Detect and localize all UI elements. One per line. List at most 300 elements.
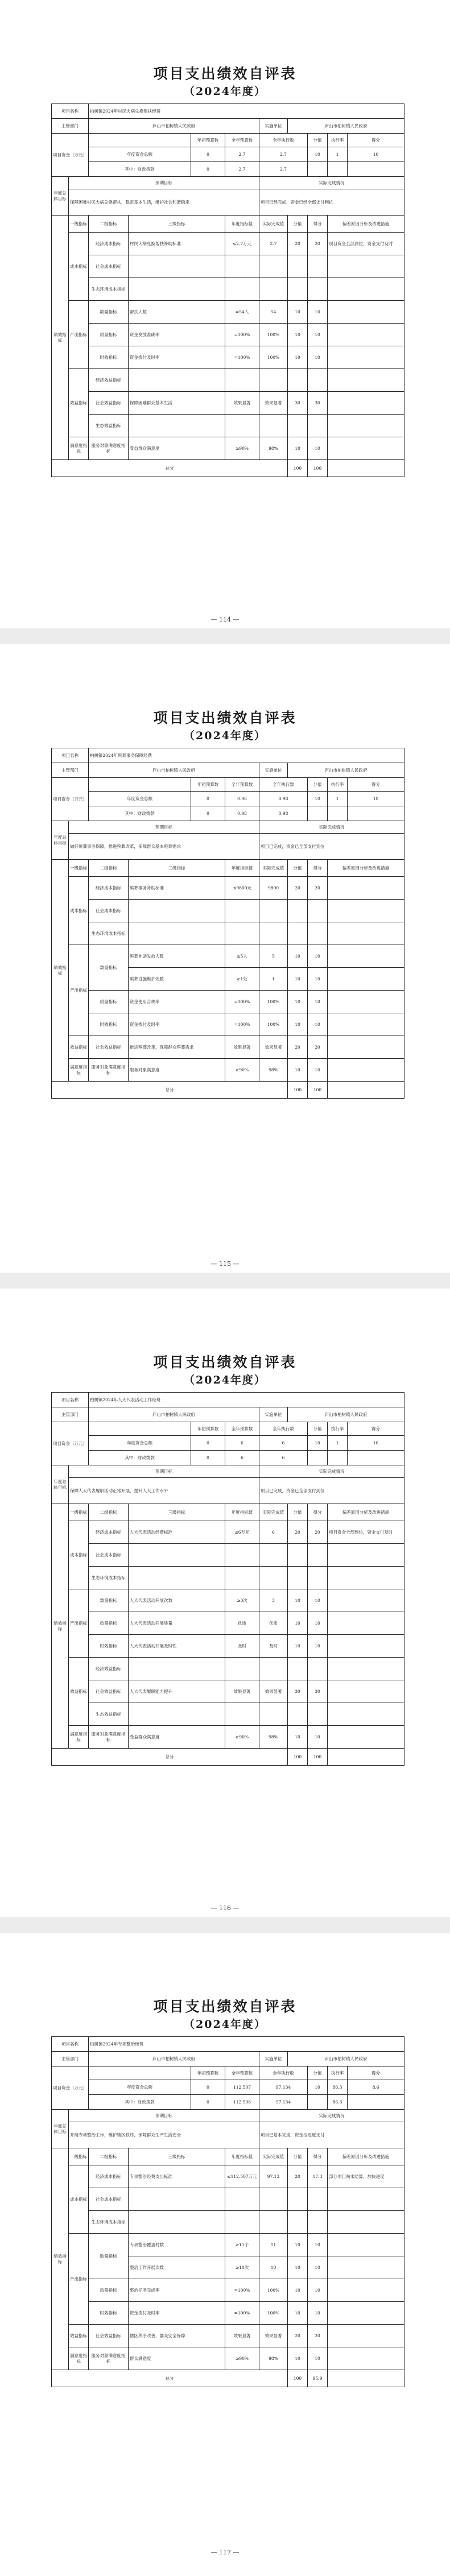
- table-cell: [328, 162, 348, 177]
- indicator-target: [225, 255, 259, 278]
- indicator-l3: 专项整治经费支出标准: [129, 2165, 225, 2188]
- indicator-l2: 时效指标: [89, 346, 129, 369]
- table-row: [52, 255, 404, 278]
- deviation-analysis: [328, 415, 404, 437]
- indicator-target: ≤112.507万元: [225, 2165, 259, 2188]
- indicator-l3: 整治工作开展次数: [129, 2256, 225, 2279]
- label-dept: 主管部门: [52, 1407, 89, 1422]
- total-label: 总分: [52, 1082, 288, 1099]
- indicator-l2: 时效指标: [89, 1635, 129, 1658]
- table-cell: 实际完成情况: [259, 177, 404, 189]
- table-cell: 偏差原因分析及改进措施: [328, 860, 404, 877]
- label-project-name: 项目名称: [52, 2037, 89, 2052]
- indicator-weight: 20: [288, 877, 308, 900]
- table-row: [52, 177, 404, 189]
- indicator-target: 效果显著: [225, 1680, 259, 1703]
- indicator-l1: 产出指标: [69, 1589, 89, 1658]
- table-cell: 全年执行数: [259, 778, 308, 792]
- table-row: [52, 147, 404, 162]
- indicator-score: 20: [308, 233, 328, 255]
- indicator-score: 10: [308, 2279, 328, 2302]
- page-number: — 117 —: [210, 2549, 240, 2556]
- table-row: [52, 2188, 404, 2211]
- indicator-score: [308, 2211, 328, 2234]
- dept-value: 庐山市柏树镇人民政府: [89, 2052, 259, 2066]
- indicator-actual: 11: [259, 2234, 288, 2256]
- goal-actual: 项目已基本完成，资金按进度支付: [259, 2122, 404, 2148]
- indicator-l2: 经济成本指标: [89, 877, 129, 900]
- funds-row-label: 其中：财政拨款: [89, 806, 191, 821]
- indicator-l2: 经济效益指标: [89, 1658, 129, 1680]
- goal-expected: 保障困难村民大病兑换帮扶，稳定基本生活，维护社会和谐稳定: [69, 189, 259, 216]
- table-row: [52, 437, 404, 460]
- table-row: [52, 922, 404, 945]
- table-row: [52, 1451, 404, 1465]
- table-cell: 预期目标: [69, 821, 259, 834]
- indicator-l2: 社会效益指标: [89, 2325, 129, 2347]
- indicator-l3: 帮扶人数: [129, 301, 225, 324]
- indicator-l2: 服务对象满意度指标: [89, 1059, 129, 1082]
- table-cell: 得分: [348, 134, 404, 147]
- indicator-l3: [129, 1658, 225, 1680]
- deviation-analysis: [328, 922, 404, 945]
- indicator-weight: 10: [288, 945, 308, 968]
- table-row: [52, 1703, 404, 1726]
- indicator-target: ≥11个: [225, 2234, 259, 2256]
- indicator-l3: 群众满意度: [129, 2347, 225, 2370]
- indicator-actual: 100%: [259, 324, 288, 346]
- indicator-score: 10: [308, 301, 328, 324]
- indicator-actual: 效果显著: [259, 1036, 288, 1059]
- table-row: [52, 324, 404, 346]
- table-cell: 得分: [308, 2148, 328, 2165]
- indicator-score: 20: [308, 2325, 328, 2347]
- indicator-l2: 经济成本指标: [89, 2165, 129, 2188]
- report-page: [0, 0, 450, 628]
- indicator-target: ≤6万元: [225, 1521, 259, 1544]
- table-cell: 全年执行数: [259, 1422, 308, 1436]
- indicator-score: [308, 922, 328, 945]
- goal-expected: 做好殡葬事务保障，推进殡葬改革，保障群众基本殡葬需求: [69, 834, 259, 860]
- table-cell: 一级指标: [69, 216, 89, 233]
- indicator-l1: 满意度指标: [69, 437, 89, 460]
- indicator-target: 效果显著: [225, 392, 259, 415]
- indicator-l2: 质量指标: [89, 324, 129, 346]
- table-cell: 1: [328, 1436, 348, 1451]
- indicator-weight: 10: [288, 1635, 308, 1658]
- indicator-l1: 满意度指标: [69, 1059, 89, 1082]
- table-row: [52, 369, 404, 392]
- evaluation-table: [51, 1392, 404, 1766]
- table-row: [52, 1422, 404, 1436]
- table-cell: 执行率: [328, 134, 348, 147]
- indicator-weight: 10: [288, 1059, 308, 1082]
- goal-actual: 项目已经完成，资金已经全部支付到位: [259, 189, 404, 216]
- indicator-l3: 人大代表活动开展次数: [129, 1589, 225, 1612]
- indicator-score: [308, 2188, 328, 2211]
- table-cell: 6: [259, 1436, 308, 1451]
- indicator-target: 及时: [225, 1635, 259, 1658]
- indicator-l2: 服务对象满意度指标: [89, 437, 129, 460]
- impl-value: 庐山市柏树镇人民政府: [288, 763, 404, 778]
- deviation-analysis: 项目资金全部到位，资金支付及时: [328, 233, 404, 255]
- indicator-target: [225, 415, 259, 437]
- indicator-actual: 100%: [259, 2302, 288, 2325]
- table-cell: 全年预算数: [225, 1422, 259, 1436]
- indicator-actual: 效果显著: [259, 1680, 288, 1703]
- table-row: [52, 778, 404, 792]
- deviation-analysis: 部分项目尚未结算，加快进度: [328, 2165, 404, 2188]
- indicator-actual: 6: [259, 1521, 288, 1544]
- table-row: [52, 2279, 404, 2302]
- table-cell: 6: [259, 1451, 308, 1465]
- project-name-value: 柏树镇2024年专项整治经费: [89, 2037, 404, 2052]
- impl-value: 庐山市柏树镇人民政府: [288, 119, 404, 134]
- indicator-score: [308, 369, 328, 392]
- table-cell: 2.7: [259, 147, 308, 162]
- indicator-score: 10: [308, 991, 328, 1013]
- label-dept: 主管部门: [52, 2052, 89, 2066]
- table-cell: [348, 806, 404, 821]
- total-weight: 100: [288, 2370, 308, 2387]
- dept-value: 庐山市柏树镇人民政府: [89, 1407, 259, 1422]
- table-cell: 112.507: [225, 2080, 259, 2095]
- table-cell: 得分: [348, 1422, 404, 1436]
- table-row: [52, 1013, 404, 1036]
- indicator-score: 10: [308, 1059, 328, 1082]
- indicator-score: 10: [308, 437, 328, 460]
- page-title: 项目支出绩效自评表: [153, 1998, 297, 2015]
- indicator-score: 20: [308, 1036, 328, 1059]
- table-cell: 8.6: [348, 2080, 404, 2095]
- table-cell: [308, 1451, 328, 1465]
- table-row: [52, 1680, 404, 1703]
- indicator-target: [225, 1658, 259, 1680]
- label-impl: 实施单位: [259, 1407, 288, 1422]
- label-project-name: 项目名称: [52, 748, 89, 763]
- table-cell: 一级指标: [69, 1504, 89, 1521]
- indicator-weight: 20: [288, 1036, 308, 1059]
- indicator-l2: 社会成本指标: [89, 1544, 129, 1567]
- indicator-weight: 20: [288, 2165, 308, 2188]
- indicator-l2: 社会效益指标: [89, 1680, 129, 1703]
- table-row: [52, 2165, 404, 2188]
- indicator-l3: 资金拨付及时率: [129, 2302, 225, 2325]
- deviation-analysis: [328, 1567, 404, 1589]
- indicator-target: ≤9800元: [225, 877, 259, 900]
- table-cell: 10: [348, 792, 404, 806]
- indicator-l2: 社会效益指标: [89, 392, 129, 415]
- indicator-weight: 10: [288, 2302, 308, 2325]
- table-cell: 实际完成值: [259, 1504, 288, 1521]
- indicator-l2: 经济效益指标: [89, 369, 129, 392]
- indicator-weight: 10: [288, 2347, 308, 2370]
- table-row: [52, 1059, 404, 1082]
- table-row: [52, 2080, 404, 2095]
- table-cell: 执行率: [328, 1422, 348, 1436]
- table-cell: 年度指标值: [225, 2148, 259, 2165]
- table-row: [52, 460, 404, 477]
- indicator-target: [225, 922, 259, 945]
- indicator-weight: [288, 369, 308, 392]
- indicator-actual: 100%: [259, 991, 288, 1013]
- indicator-target: [225, 1567, 259, 1589]
- indicator-weight: 30: [288, 392, 308, 415]
- indicator-target: =100%: [225, 991, 259, 1013]
- indicator-actual: [259, 922, 288, 945]
- evaluation-table: [51, 2036, 404, 2387]
- deviation-analysis: [328, 1612, 404, 1635]
- table-cell: 分值: [288, 860, 308, 877]
- indicator-l1: 满意度指标: [69, 2347, 89, 2370]
- report-year: （2024年度）: [184, 85, 266, 98]
- table-cell: 全年预算数: [225, 134, 259, 147]
- indicator-actual: [259, 278, 288, 301]
- indicator-weight: 10: [288, 1013, 308, 1036]
- table-cell: 0: [191, 1451, 225, 1465]
- indicator-target: 效果显著: [225, 1036, 259, 1059]
- indicator-score: 17.3: [308, 2165, 328, 2188]
- indicator-l3: [129, 278, 225, 301]
- goal-actual: 项目已完成，资金已全部支付到位: [259, 1478, 404, 1504]
- total-score: 100: [308, 1082, 328, 1099]
- table-cell: 一级指标: [69, 2148, 89, 2165]
- deviation-analysis: [328, 324, 404, 346]
- table-cell: 实际完成情况: [259, 1465, 404, 1478]
- indicator-l3: [129, 369, 225, 392]
- indicator-l2: 质量指标: [89, 1612, 129, 1635]
- indicator-l1: 效益指标: [69, 369, 89, 437]
- indicator-actual: 98%: [259, 1726, 288, 1749]
- table-cell: 分值: [308, 1422, 328, 1436]
- table-cell: 年初预算数: [191, 778, 225, 792]
- deviation-analysis: [328, 1036, 404, 1059]
- table-cell: 1: [328, 147, 348, 162]
- table-cell: 得分: [308, 216, 328, 233]
- table-row: [52, 1521, 404, 1544]
- table-cell: 97.134: [259, 2080, 308, 2095]
- table-cell: [328, 460, 404, 477]
- deviation-analysis: [328, 900, 404, 922]
- indicator-target: [225, 278, 259, 301]
- table-row: [52, 104, 404, 119]
- table-row: [52, 301, 404, 324]
- indicator-weight: [288, 2188, 308, 2211]
- label-goals: 年度总体目标: [52, 1465, 69, 1504]
- deviation-analysis: [328, 369, 404, 392]
- table-row: [52, 189, 404, 216]
- indicator-weight: 10: [288, 2234, 308, 2256]
- table-row: [52, 877, 404, 900]
- indicator-score: 10: [308, 2234, 328, 2256]
- table-cell: 分值: [308, 134, 328, 147]
- label-dept: 主管部门: [52, 119, 89, 134]
- total-score: 100: [308, 460, 328, 477]
- table-row: [52, 415, 404, 437]
- deviation-analysis: [328, 2302, 404, 2325]
- indicator-target: [225, 1544, 259, 1567]
- label-impl: 实施单位: [259, 763, 288, 778]
- table-cell: 86.3: [328, 2095, 348, 2110]
- indicator-l1: 成本指标: [69, 877, 89, 945]
- indicator-score: [308, 1658, 328, 1680]
- table-row: [52, 1544, 404, 1567]
- table-cell: [308, 162, 328, 177]
- indicator-l3: [129, 2188, 225, 2211]
- table-row: [52, 945, 404, 968]
- indicator-weight: 20: [288, 1521, 308, 1544]
- deviation-analysis: [328, 2279, 404, 2302]
- indicator-actual: 及时: [259, 1635, 288, 1658]
- indicator-l2: 生态环境成本指标: [89, 1567, 129, 1589]
- indicator-score: 30: [308, 1680, 328, 1703]
- indicator-weight: 10: [288, 1726, 308, 1749]
- indicator-l2: 社会成本指标: [89, 900, 129, 922]
- table-row: [52, 1726, 404, 1749]
- table-cell: 年初预算数: [191, 134, 225, 147]
- table-row: [52, 2095, 404, 2110]
- label-dept: 主管部门: [52, 763, 89, 778]
- indicator-l1: 产出指标: [69, 2234, 89, 2325]
- indicator-weight: [288, 922, 308, 945]
- indicator-weight: [288, 1658, 308, 1680]
- indicator-actual: [259, 1658, 288, 1680]
- label-funds: 项目资金（万元）: [52, 778, 89, 821]
- indicator-score: 10: [308, 2256, 328, 2279]
- table-row: [52, 1478, 404, 1504]
- table-cell: [328, 1082, 404, 1099]
- indicator-l2: 数量指标: [89, 2234, 129, 2279]
- table-row: [52, 2347, 404, 2370]
- table-cell: 97.134: [259, 2095, 308, 2110]
- label-indicators: 绩效指标: [52, 216, 69, 460]
- indicator-actual: [259, 255, 288, 278]
- table-row: [52, 900, 404, 922]
- table-cell: 0: [191, 2095, 225, 2110]
- indicator-l2: 社会效益指标: [89, 1036, 129, 1059]
- page-separator: [0, 1273, 450, 1289]
- table-cell: [348, 1451, 404, 1465]
- table-row: [52, 2037, 404, 2052]
- table-row: [52, 346, 404, 369]
- indicator-l1: 成本指标: [69, 233, 89, 301]
- page-title: 项目支出绩效自评表: [153, 65, 297, 82]
- table-cell: [328, 2370, 404, 2387]
- deviation-analysis: [328, 1544, 404, 1567]
- indicator-target: ≥10次: [225, 2256, 259, 2279]
- indicator-l2: 生态效益指标: [89, 415, 129, 437]
- table-row: [52, 2234, 404, 2256]
- indicator-target: [225, 369, 259, 392]
- indicator-l2: 服务对象满意度指标: [89, 2347, 129, 2370]
- deviation-analysis: [328, 968, 404, 991]
- indicator-l3: 推进殡葬改革，保障群众殡葬需求: [129, 1036, 225, 1059]
- table-cell: 得分: [348, 2066, 404, 2080]
- table-row: [52, 2110, 404, 2122]
- indicator-score: 10: [308, 2347, 328, 2370]
- funds-row-label: 其中：财政拨款: [89, 162, 191, 177]
- label-goals: 年度总体目标: [52, 177, 69, 216]
- indicator-target: ≥5人: [225, 945, 259, 968]
- report-page: [0, 644, 450, 1273]
- table-cell: 分值: [288, 1504, 308, 1521]
- indicator-l3: [129, 1567, 225, 1589]
- indicator-weight: [288, 1544, 308, 1567]
- table-row: [52, 748, 404, 763]
- table-cell: 2.7: [225, 162, 259, 177]
- indicator-l3: 人大代表活动开展质量: [129, 1612, 225, 1635]
- table-cell: [328, 1749, 404, 1766]
- table-row: [52, 2122, 404, 2148]
- label-funds: 项目资金（万元）: [52, 1422, 89, 1465]
- table-row: [52, 1436, 404, 1451]
- label-funds: 项目资金（万元）: [52, 134, 89, 177]
- table-cell: 得分: [308, 860, 328, 877]
- total-weight: 100: [288, 1082, 308, 1099]
- table-cell: 10: [308, 147, 328, 162]
- dept-value: 庐山市柏树镇人民政府: [89, 119, 259, 134]
- indicator-actual: 1: [259, 968, 288, 991]
- deviation-analysis: [328, 2234, 404, 2256]
- indicator-weight: 10: [288, 346, 308, 369]
- indicator-target: 效果显著: [225, 2325, 259, 2347]
- indicator-actual: [259, 369, 288, 392]
- indicator-l2: 质量指标: [89, 991, 129, 1013]
- indicator-l3: [129, 922, 225, 945]
- indicator-l2: 经济成本指标: [89, 1521, 129, 1544]
- report-page: [0, 1289, 450, 1917]
- indicator-l3: 保障困难群众基本生活: [129, 392, 225, 415]
- indicator-l3: 服务对象满意度: [129, 1059, 225, 1082]
- table-cell: [89, 134, 191, 147]
- deviation-analysis: [328, 1013, 404, 1036]
- deviation-analysis: [328, 1726, 404, 1749]
- deviation-analysis: [328, 2188, 404, 2211]
- funds-row-label: 年度资金总额: [89, 2080, 191, 2095]
- table-cell: 实际完成情况: [259, 2110, 404, 2122]
- indicator-actual: [259, 1703, 288, 1726]
- table-cell: 实际完成值: [259, 216, 288, 233]
- indicator-l3: 村民大病兑换帮扶补助标准: [129, 233, 225, 255]
- page-separator: [0, 628, 450, 644]
- indicator-l3: [129, 1544, 225, 1567]
- total-label: 总分: [52, 2370, 288, 2387]
- indicator-score: 10: [308, 1013, 328, 1036]
- table-cell: 偏差原因分析及改进措施: [328, 1504, 404, 1521]
- table-cell: 0.98: [225, 792, 259, 806]
- indicator-l2: 生态环境成本指标: [89, 278, 129, 301]
- table-row: [52, 860, 404, 877]
- indicator-score: 10: [308, 1612, 328, 1635]
- indicator-score: [308, 1544, 328, 1567]
- table-row: [52, 2211, 404, 2234]
- table-cell: 年度指标值: [225, 860, 259, 877]
- indicator-score: 10: [308, 1589, 328, 1612]
- indicator-weight: [288, 1703, 308, 1726]
- funds-row-label: 年度资金总额: [89, 792, 191, 806]
- indicator-weight: [288, 1567, 308, 1589]
- table-row: [52, 2052, 404, 2066]
- table-cell: 全年预算数: [225, 778, 259, 792]
- indicator-l3: 受益群众满意度: [129, 437, 225, 460]
- indicator-weight: 20: [288, 2325, 308, 2347]
- indicator-weight: 20: [288, 233, 308, 255]
- indicator-l2: 生态环境成本指标: [89, 922, 129, 945]
- table-row: [52, 821, 404, 834]
- indicator-actual: 100%: [259, 2279, 288, 2302]
- indicator-l2: 社会成本指标: [89, 255, 129, 278]
- table-cell: 分值: [308, 2066, 328, 2080]
